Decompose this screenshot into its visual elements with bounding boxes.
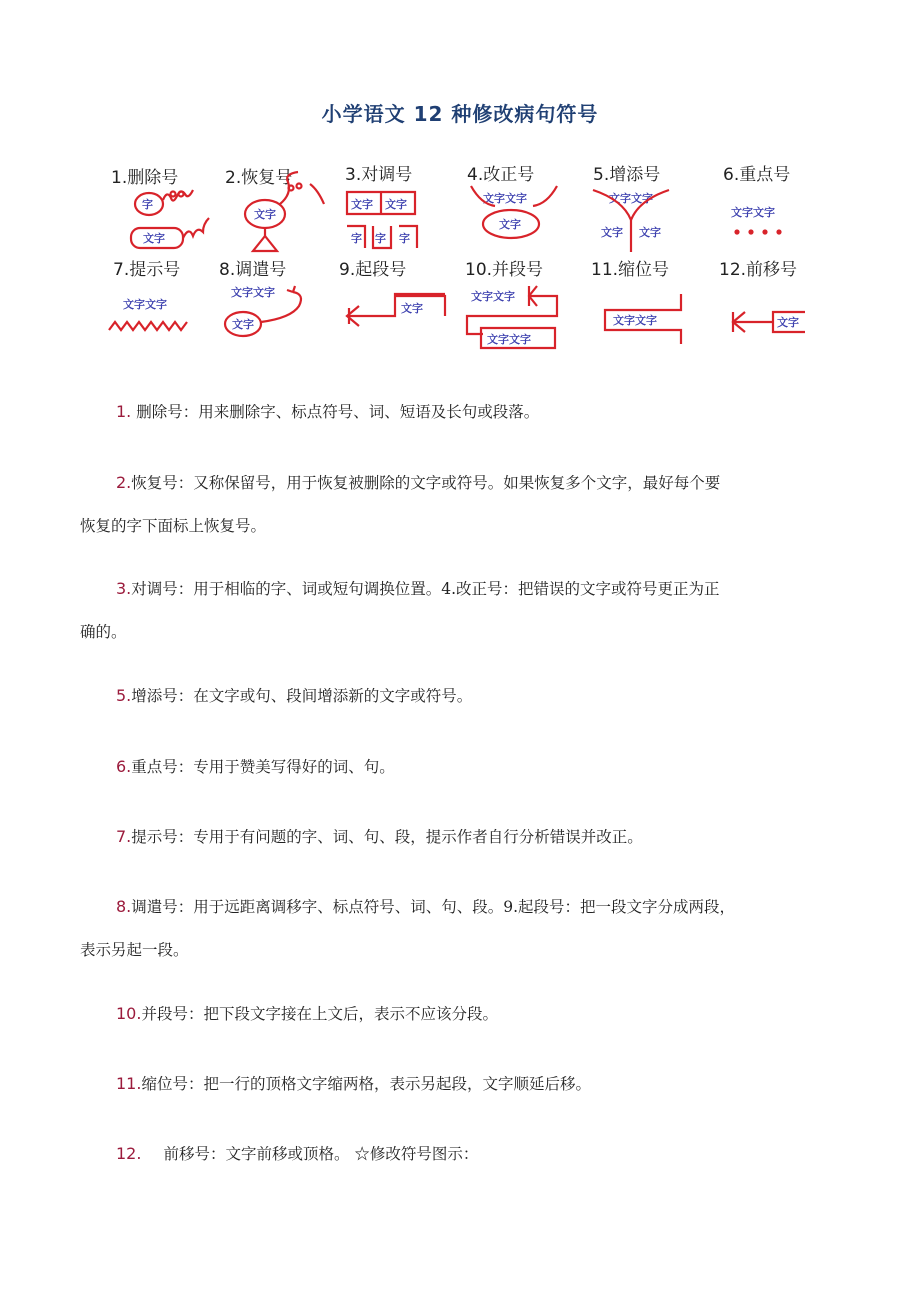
item-2: [80, 468, 842, 541]
svg-text:字: 字: [399, 232, 410, 245]
svg-text:字: 字: [375, 232, 386, 245]
item-11: [80, 1069, 842, 1099]
item-text: 恢复号：又称保留号，用于恢复被删除的文字或符号。如果恢复多个文字，最好每个要: [131, 474, 721, 492]
label-transfer: 8.调遣号: [219, 260, 287, 280]
svg-text:文字文字: 文字文字: [609, 192, 653, 205]
svg-text:文字: 文字: [385, 198, 407, 211]
move-forward-symbol-icon: [733, 312, 805, 332]
item-text: 前移号：文字前移或顶格。 ☆修改符号图示：: [163, 1145, 479, 1163]
item-number: 1.: [116, 402, 132, 421]
item-text: 增添号：在文字或句、段间增添新的文字或符号。: [131, 687, 473, 705]
item-number: 10.: [116, 1004, 142, 1023]
item-number: 6.: [116, 757, 132, 776]
svg-text:字: 字: [142, 198, 153, 211]
item-text-cont: 表示另起一段。: [80, 941, 189, 959]
item-1: [80, 397, 842, 427]
svg-text:文字: 文字: [639, 226, 661, 239]
item-number: 8.: [116, 897, 132, 916]
item-5: [80, 681, 842, 711]
label-restore: 2.恢复号: [225, 168, 293, 188]
delete-symbol-icon: [131, 190, 209, 248]
label-hint: 7.提示号: [113, 260, 181, 280]
svg-text:文字: 文字: [499, 218, 521, 231]
item-number: 7.: [116, 827, 132, 846]
indent-symbol-icon: [605, 294, 681, 344]
label-move-forward: 12.前移号: [719, 260, 798, 280]
svg-text:文字: 文字: [777, 316, 799, 329]
correct-symbol-icon: [471, 186, 557, 238]
item-number: 2.: [116, 473, 132, 492]
label-delete: 1.删除号: [111, 168, 179, 188]
page-title: 小学语文 12 种修改病句符号: [321, 102, 599, 126]
new-paragraph-symbol-icon: [347, 294, 445, 326]
svg-text:文字: 文字: [232, 318, 254, 331]
item-text: 缩位号：把一行的顶格文字缩两格，表示另起段，文字顺延后移。: [141, 1075, 591, 1093]
label-new-paragraph: 9.起段号: [339, 260, 407, 280]
svg-text:文字: 文字: [601, 226, 623, 239]
transfer-symbol-icon: [225, 285, 301, 336]
svg-text:文字: 文字: [143, 232, 165, 245]
item-text: 调遣号：用于远距离调移字、标点符号、词、句、段。9.起段号：把一段文字分成两段，: [131, 898, 736, 916]
label-correct: 4.改正号: [467, 165, 535, 185]
emphasis-symbol-icon: [731, 205, 782, 235]
item-number: 3.: [116, 579, 132, 598]
svg-text:文字: 文字: [254, 208, 276, 221]
hint-symbol-icon: [109, 297, 187, 330]
item-number: 12.: [116, 1144, 142, 1163]
item-12: [80, 1139, 842, 1169]
item-text-cont: 恢复的字下面标上恢复号。: [80, 517, 267, 535]
svg-text:字: 字: [351, 232, 362, 245]
svg-text:文字文字: 文字文字: [123, 298, 167, 311]
item-text: 对调号：用于相临的字、词或短句调换位置。4.改正号：把错误的文字或符号更正为正: [131, 580, 720, 598]
item-text: 并段号：把下段文字接在上文后，表示不应该分段。: [141, 1005, 498, 1023]
item-text-cont: 确的。: [80, 623, 127, 641]
item-text: 删除号：用来删除字、标点符号、词、短语及长句或段落。: [136, 403, 540, 421]
item-3: [80, 574, 842, 647]
swap-symbol-icon: [310, 184, 417, 248]
item-7: [80, 822, 842, 852]
item-6: [80, 752, 842, 782]
item-number: 11.: [116, 1074, 142, 1093]
item-10: [80, 999, 842, 1029]
svg-text:文字文字: 文字文字: [471, 290, 515, 303]
item-text: 提示号：专用于有问题的字、词、句、段，提示作者自行分析错误并改正。: [131, 828, 643, 846]
label-insert: 5.增添号: [593, 165, 661, 185]
label-indent: 11.缩位号: [591, 260, 670, 280]
symbols-figure: [105, 156, 817, 358]
svg-text:文字文字: 文字文字: [487, 333, 531, 346]
item-8: [80, 892, 842, 965]
label-emphasis: 6.重点号: [723, 165, 791, 185]
insert-symbol-icon: [593, 190, 669, 252]
svg-text:文字: 文字: [401, 302, 423, 315]
svg-text:文字文字: 文字文字: [731, 206, 775, 219]
merge-paragraph-symbol-icon: [467, 286, 557, 348]
label-merge-paragraph: 10.并段号: [465, 260, 544, 280]
svg-text:文字文字: 文字文字: [613, 314, 657, 327]
item-text: 重点号：专用于赞美写得好的词、句。: [131, 758, 395, 776]
svg-text:文字文字: 文字文字: [231, 286, 275, 299]
item-number: 5.: [116, 686, 132, 705]
svg-text:文字文字: 文字文字: [483, 192, 527, 205]
label-swap: 3.对调号: [345, 165, 413, 185]
svg-text:文字: 文字: [351, 198, 373, 211]
